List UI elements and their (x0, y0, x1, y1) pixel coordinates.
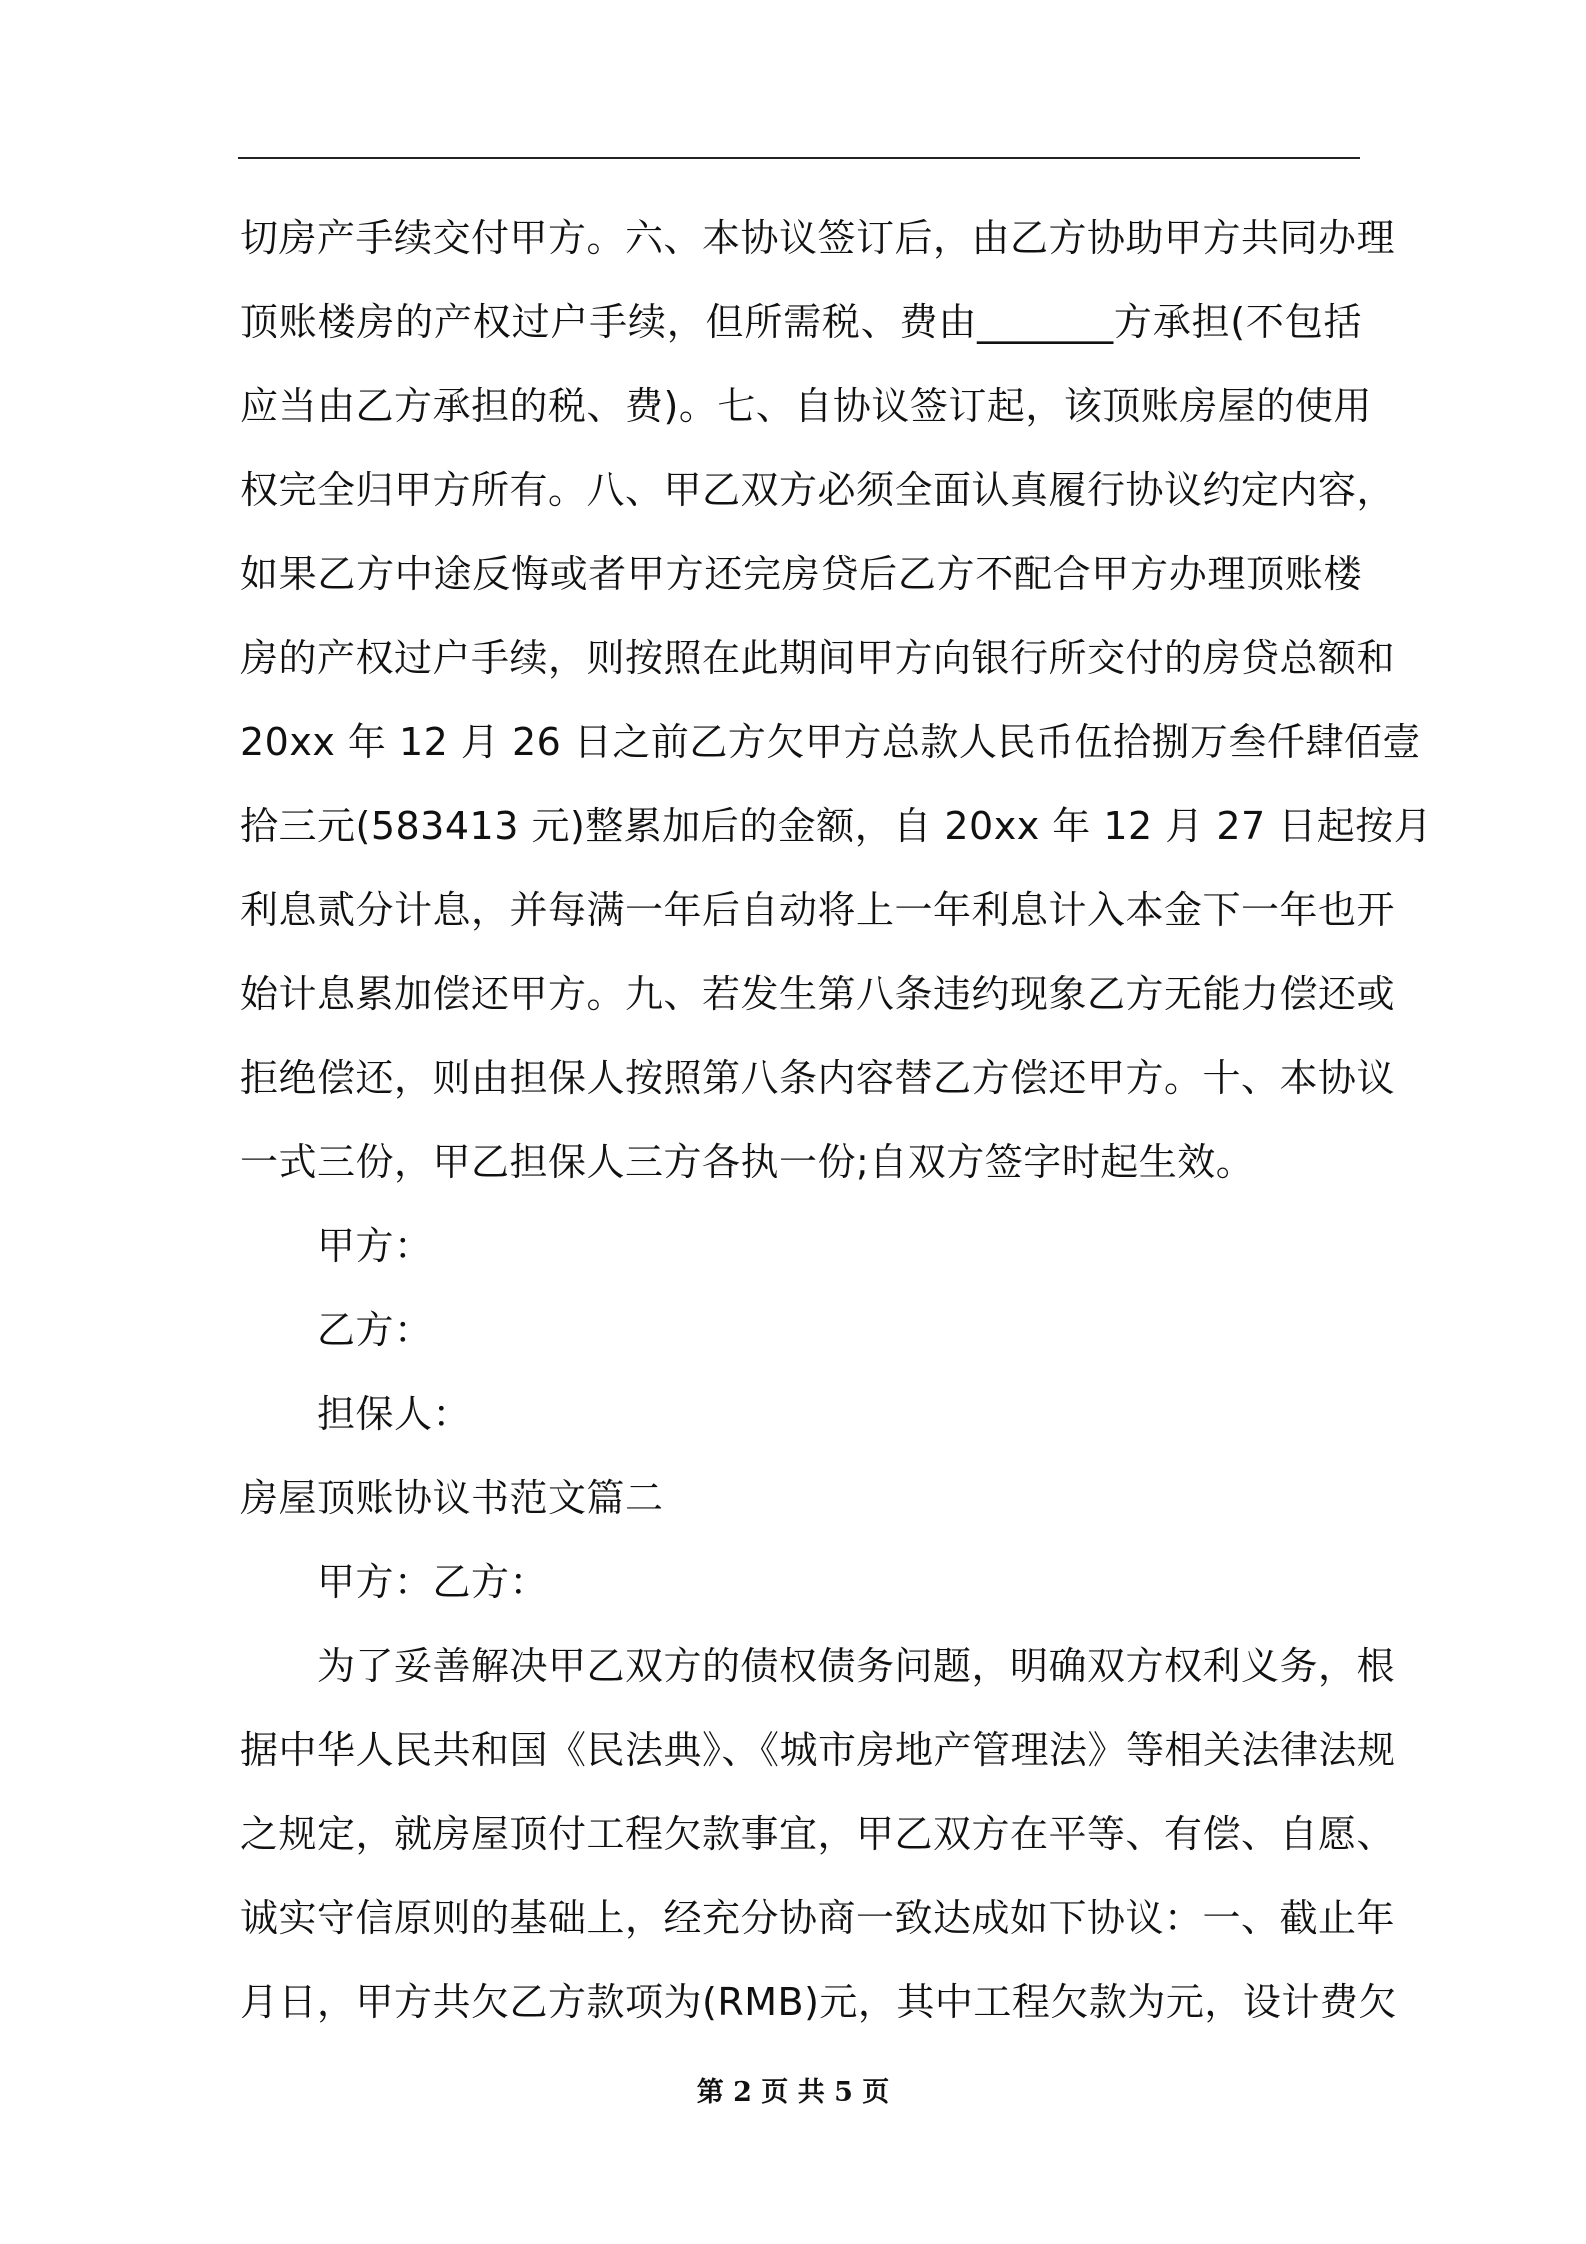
header-rule (238, 157, 1360, 159)
signature-guarantor: 担保人： (317, 1392, 472, 1436)
section-title: 房屋顶账协议书范文篇二 (240, 1476, 664, 1520)
signature-party-a: 甲方： (317, 1224, 433, 1268)
paragraph-line: 顶账楼房的产权过户手续，但所需税、费由_______方承担(不包括 (240, 300, 1362, 344)
paragraph-line: 据中华人民共和国《民法典》、《城市房地产管理法》等相关法律法规 (240, 1728, 1396, 1772)
parties-line: 甲方：乙方： (317, 1560, 549, 1604)
page-number: 第 2 页 共 5 页 (696, 2077, 890, 2108)
paragraph-line: 月日，甲方共欠乙方款项为(RMB)元，其中工程欠款为元，设计费欠 (240, 1980, 1397, 2024)
paragraph-line: 20xx 年 12 月 26 日之前乙方欠甲方总款人民币伍拾捌万叁仟肆佰壹 (240, 720, 1421, 764)
paragraph-line: 房的产权过户手续，则按照在此期间甲方向银行所交付的房贷总额和 (240, 636, 1396, 680)
paragraph-line: 权完全归甲方所有。八、甲乙双方必须全面认真履行协议约定内容， (240, 468, 1396, 512)
document-body (240, 196, 1433, 2044)
paragraph-line: 始计息累加偿还甲方。九、若发生第八条违约现象乙方无能力偿还或 (240, 972, 1396, 1016)
paragraph-line: 一式三份，甲乙担保人三方各执一份;自双方签字时起生效。 (240, 1140, 1255, 1184)
paragraph-line: 利息贰分计息，并每满一年后自动将上一年利息计入本金下一年也开 (240, 888, 1396, 932)
paragraph-line: 之规定，就房屋顶付工程欠款事宜，甲乙双方在平等、有偿、自愿、 (240, 1812, 1396, 1856)
paragraph-line: 诚实守信原则的基础上，经充分协商一致达成如下协议：一、截止年 (240, 1896, 1396, 1940)
paragraph-line: 如果乙方中途反悔或者甲方还完房贷后乙方不配合甲方办理顶账楼 (240, 552, 1362, 596)
paragraph-line: 应当由乙方承担的税、费)。七、自协议签订起，该顶账房屋的使用 (240, 384, 1372, 428)
paragraph-line: 拒绝偿还，则由担保人按照第八条内容替乙方偿还甲方。十、本协议 (240, 1056, 1396, 1100)
signature-party-b: 乙方： (317, 1308, 433, 1352)
paragraph-line: 切房产手续交付甲方。六、本协议签订后，由乙方协助甲方共同办理 (240, 216, 1396, 260)
paragraph-line: 拾三元(583413 元)整累加后的金额，自 20xx 年 12 月 27 日起按月 (240, 804, 1433, 848)
paragraph-line: 为了妥善解决甲乙双方的债权债务问题，明确双方权利义务，根 (317, 1644, 1396, 1688)
